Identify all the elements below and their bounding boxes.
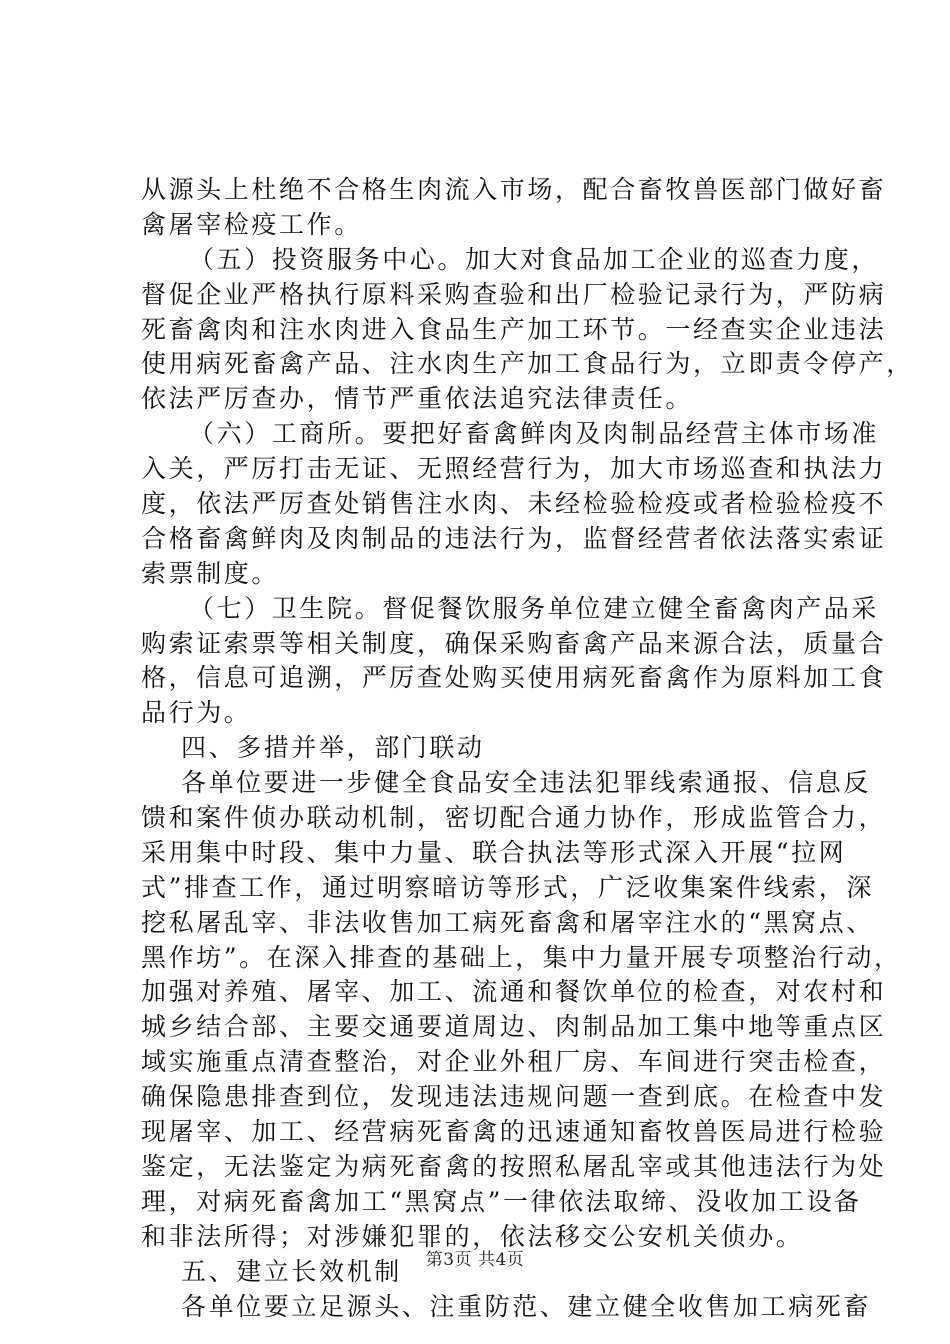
text-line: 理，对病死畜禽加工“黑窝点”一律依法取缔、没收加工设备 (141, 1186, 862, 1216)
text-line: 采用集中时段、集中力量、联合执法等形式深入开展“拉网 (141, 837, 847, 867)
text-line: 城乡结合部、主要交通要道周边、肉制品加工集中地等重点区 (141, 1012, 887, 1042)
text-line: 督促企业严格执行原料采购查验和出厂检验记录行为，严防病 (141, 279, 887, 309)
section-heading: 五、建立长效机制 (181, 1256, 402, 1286)
text-line: 黑作坊”。在深入排查的基础上，集中力量开展专项整治行动， (141, 942, 902, 972)
text-line: 域实施重点清查整治，对企业外租厂房、车间进行突击检查， (141, 1047, 887, 1077)
text-line: 挖私屠乱宰、非法收售加工病死畜禽和屠宰注水的“黑窝点、 (141, 907, 874, 937)
text-line: 格，信息可追溯，严厉查处购买使用病死畜禽作为原料加工食 (141, 663, 887, 693)
text-line: 索票制度。 (141, 558, 280, 588)
text-line: 各单位要立足源头、注重防范、建立健全收售加工病死畜 (181, 1291, 872, 1321)
text-line: （七）卫生院。督促餐饮服务单位建立健全畜禽肉产品采 (189, 593, 880, 623)
text-line: 馈和案件侦办联动机制，密切配合通力协作，形成监管合力， (141, 803, 887, 833)
text-line: 度，依法严厉查处销售注水肉、未经检验检疫或者检验检疫不 (141, 489, 887, 519)
text-line: 入关，严厉打击无证、无照经营行为，加大市场巡查和执法力 (141, 454, 887, 484)
text-line: 确保隐患排查到位，发现违法违规问题一查到底。在检查中发 (141, 1082, 887, 1112)
text-line: （五）投资服务中心。加大对食品加工企业的巡查力度， (189, 244, 880, 274)
document-body (141, 173, 914, 1324)
page-number: 第3页 共4页 (425, 1250, 525, 1270)
text-line: 合格畜禽鲜肉及肉制品的违法行为，监督经营者依法落实索证 (141, 523, 887, 553)
text-line: 使用病死畜禽产品、注水肉生产加工食品行为，立即责令停产， (141, 349, 914, 379)
text-line: 死畜禽肉和注水肉进入食品生产加工环节。一经查实企业违法 (141, 314, 887, 344)
text-line: 鉴定，无法鉴定为病死畜禽的按照私屠乱宰或其他违法行为处 (141, 1151, 887, 1181)
text-line: （六）工商所。要把好畜禽鲜肉及肉制品经营主体市场准 (189, 419, 880, 449)
text-line: 和非法所得；对涉嫌犯罪的，依法移交公安机关侦办。 (141, 1221, 804, 1251)
text-line: 式”排查工作，通过明察暗访等形式，广泛收集案件线索，深 (141, 872, 874, 902)
text-line: 从源头上杜绝不合格生肉流入市场，配合畜牧兽医部门做好畜 (141, 175, 887, 204)
text-line: 禽屠宰检疫工作。 (141, 209, 362, 239)
text-line: 依法严厉查办，情节严重依法追究法律责任。 (141, 384, 694, 414)
text-line: 各单位要进一步健全食品安全违法犯罪线索通报、信息反 (181, 768, 872, 798)
text-line: 现屠宰、加工、经营病死畜禽的迅速通知畜牧兽医局进行检验 (141, 1117, 887, 1147)
text-line: 购索证索票等相关制度，确保采购畜禽产品来源合法，质量合 (141, 628, 887, 658)
text-line: 品行为。 (141, 698, 252, 728)
text-line: 加强对养殖、屠宰、加工、流通和餐饮单位的检查，对农村和 (141, 977, 887, 1007)
section-heading: 四、多措并举，部门联动 (181, 733, 485, 763)
